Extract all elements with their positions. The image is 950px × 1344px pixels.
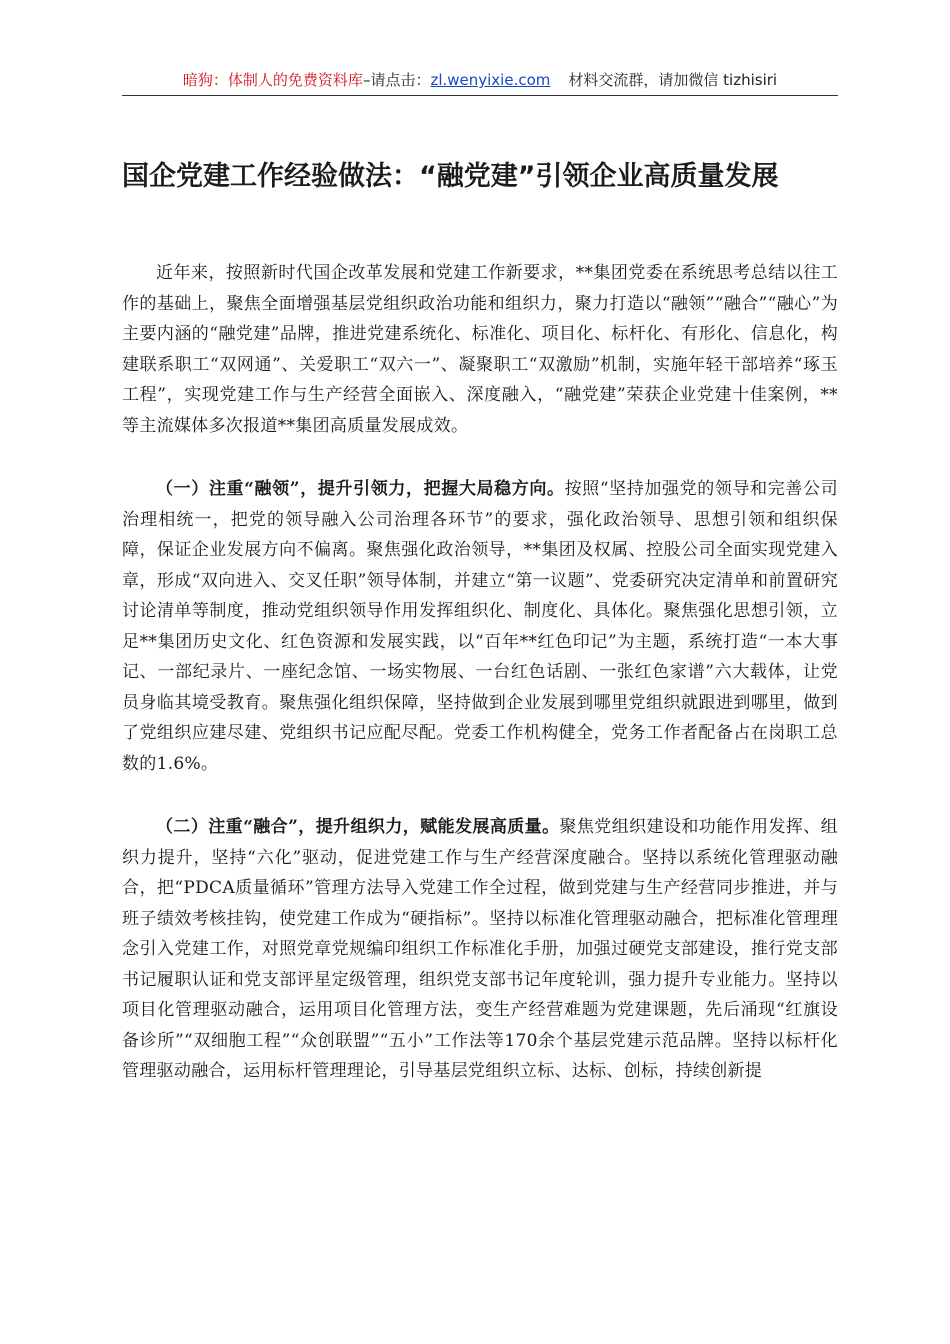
paragraph-section-1 <box>122 474 838 779</box>
paragraph-text: 聚焦党组织建设和功能作用发挥、组织力提升，坚持“六化”驱动，促进党建工作与生产经营深度融合。坚持以系统化管理驱动融合，把“PDCA质量循环”管理方法导入党建工作全过程，做到党建与生产经营同步推进，并与班子绩效考核挂钩，使党建工作成为“硬指标”。坚持以标准化管理驱动融合，把标准化管理理念引入党建工作，对照党章党规编印组织工作标准化手册，加强过硬党支部建设，推行党支部书记履职认证和党支部评星定级管理，组织党支部书记年度轮训，强力提升专业能力。坚持以项目化管理驱动融合，运用项目化管理方法，变生产经营难题为党建课题，先后涌现“红旗设备诊所”“双细胞工程”“众创联盟”“五小”工作法等170余个基层党建示范品牌。坚持以标杆化管理驱动融合，运用标杆管理理论，引导基层党组织立标、达标、创标，持续创新提 <box>122 817 838 1081</box>
section-heading: （二）注重“融合”，提升组织力，赋能发展高质量。 <box>156 817 560 837</box>
document-body <box>122 258 838 1120</box>
header-link[interactable]: zl.wenyixie.com <box>430 71 551 89</box>
paragraph-section-2 <box>122 812 838 1087</box>
header-divider <box>122 95 838 96</box>
section-heading: （一）注重“融领”，提升引领力，把握大局稳方向。 <box>156 479 565 499</box>
header-click-prompt: –请点击： <box>362 71 431 89</box>
page-header <box>122 68 838 92</box>
header-brand: 暗狗：体制人的免费资料库 <box>182 71 363 89</box>
paragraph-text: 按照“坚持加强党的领导和完善公司治理相统一，把党的领导融入公司治理各环节”的要求，强化政治领导、思想引领和组织保障，保证企业发展方向不偏离。聚焦强化政治领导，**集团及权属、控股公司全面实现党建入章，形成“双向进入、交叉任职”领导体制，并建立“第一议题”、党委研究决定清单和前置研究讨论清单等制度，推动党组织领导作用发挥组织化、制度化、具体化。聚焦强化思想引领，立足**集团历史文化、红色资源和发展实践，以“百年**红色印记”为主题，系统打造“一本大事记、一部纪录片、一座纪念馆、一场实物展、一台红色话剧、一张红色家谱”六大载体，让党员身临其境受教育。聚焦强化组织保障，坚持做到企业发展到哪里党组织就跟进到哪里，做到了党组织应建尽建、党组织书记应配尽配。党委工作机构健全，党务工作者配备占在岗职工总数的1.6%。 <box>122 479 838 774</box>
header-contact: 材料交流群，请加微信 tizhisiri <box>568 71 778 89</box>
paragraph-intro <box>122 258 838 441</box>
paragraph-text: 近年来，按照新时代国企改革发展和党建工作新要求，**集团党委在系统思考总结以往工作的基础上，聚焦全面增强基层党组织政治功能和组织力，聚力打造以“融领”“融合”“融心”为主要内涵的“融党建”品牌，推进党建系统化、标准化、项目化、标杆化、有形化、信息化，构建联系职工“双网通”、关爱职工“双六一”、凝聚职工“双激励”机制，实施年轻干部培养“琢玉工程”，实现党建工作与生产经营全面嵌入、深度融入，“融党建”荣获企业党建十佳案例，**等主流媒体多次报道**集团高质量发展成效。 <box>122 263 838 436</box>
document-title: 国企党建工作经验做法：“融党建”引领企业高质量发展 <box>122 161 779 192</box>
